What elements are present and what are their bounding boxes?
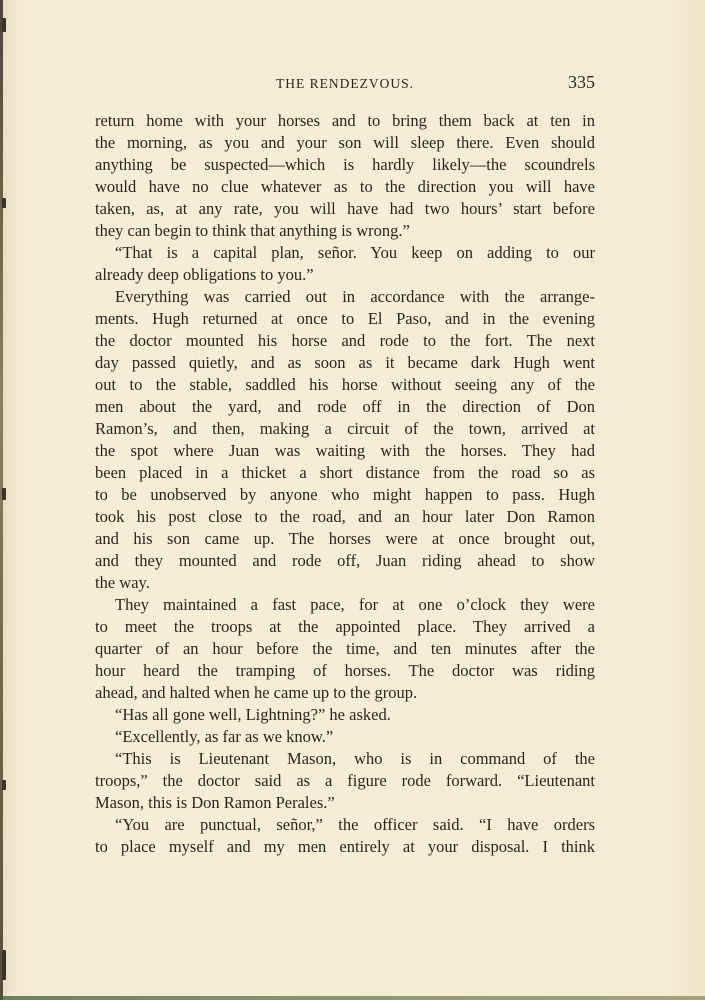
text-line: been placed in a thicket a short distance from the road so as bbox=[95, 463, 595, 482]
text-line: would have no clue whatever as to the direction you will have bbox=[95, 177, 595, 196]
binding-mark bbox=[2, 198, 6, 208]
bottom-edge bbox=[0, 996, 705, 1000]
running-head bbox=[95, 72, 595, 94]
text-line: to be unobserved by anyone who might happen to pass. Hugh bbox=[95, 485, 595, 504]
text-line: men about the yard, and rode off in the direction of Don bbox=[95, 397, 595, 416]
text-line: to place myself and my men entirely at your disposal. I think bbox=[95, 837, 595, 856]
text-line: out to the stable, saddled his horse without seeing any of the bbox=[95, 375, 595, 394]
text-line: day passed quietly, and as soon as it became dark Hugh went bbox=[95, 353, 595, 372]
running-head-title: THE RENDEZVOUS. bbox=[276, 76, 414, 91]
text-line: ments. Hugh returned at once to El Paso, and in the evening bbox=[95, 309, 595, 328]
body-text bbox=[95, 110, 595, 858]
text-line: already deep obligations to you.” bbox=[95, 265, 314, 284]
text-line: troops,” the doctor said as a figure rode forward. “Lieutenant bbox=[95, 771, 595, 790]
text-line: taken, as, at any rate, you will have had two hours’ start before bbox=[95, 199, 595, 218]
text-line: the way. bbox=[95, 573, 150, 592]
text-line: ahead, and halted when he came up to the group. bbox=[95, 683, 418, 702]
text-line: Everything was carried out in accordance with the arrange- bbox=[115, 287, 595, 306]
page-number: 335 bbox=[568, 72, 595, 92]
text-line: hour heard the tramping of horses. The doctor was riding bbox=[95, 661, 595, 680]
binding-edge bbox=[0, 0, 3, 1000]
text-line: the doctor mounted his horse and rode to the fort. The next bbox=[95, 331, 595, 350]
text-line: Ramon’s, and then, making a circuit of the town, arrived at bbox=[95, 419, 595, 438]
text-line: They maintained a fast pace, for at one o’clock they were bbox=[115, 595, 595, 614]
binding-mark bbox=[2, 18, 6, 32]
text-line: “That is a capital plan, señor. You keep on adding to our bbox=[115, 243, 595, 262]
binding-mark bbox=[2, 950, 6, 980]
text-line: they can begin to think that anything is wrong.” bbox=[95, 221, 410, 240]
text-line: “You are punctual, señor,” the officer said. “I have orders bbox=[115, 815, 595, 834]
text-line: return home with your horses and to bring them back at ten in bbox=[95, 111, 595, 130]
text-line: Mason, this is Don Ramon Perales.” bbox=[95, 793, 335, 812]
text-line: “This is Lieutenant Mason, who is in command of the bbox=[115, 749, 595, 768]
text-line: quarter of an hour before the time, and ten minutes after the bbox=[95, 639, 595, 658]
text-line: “Excellently, as far as we know.” bbox=[115, 727, 334, 746]
text-line: the morning, as you and your son will sleep there. Even should bbox=[95, 133, 595, 152]
text-line: to meet the troops at the appointed place. They arrived a bbox=[95, 617, 595, 636]
binding-mark bbox=[2, 488, 6, 500]
text-line: and they mounted and rode off, Juan riding ahead to show bbox=[95, 551, 595, 570]
text-line: anything be suspected—which is hardly likely—the scoundrels bbox=[95, 155, 595, 174]
text-line: and his son came up. The horses were at once brought out, bbox=[95, 529, 595, 548]
text-line: took his post close to the road, and an hour later Don Ramon bbox=[95, 507, 595, 526]
text-line: “Has all gone well, Lightning?” he asked. bbox=[115, 705, 391, 724]
text-line: the spot where Juan was waiting with the horses. They had bbox=[95, 441, 595, 460]
binding-mark bbox=[2, 780, 6, 790]
